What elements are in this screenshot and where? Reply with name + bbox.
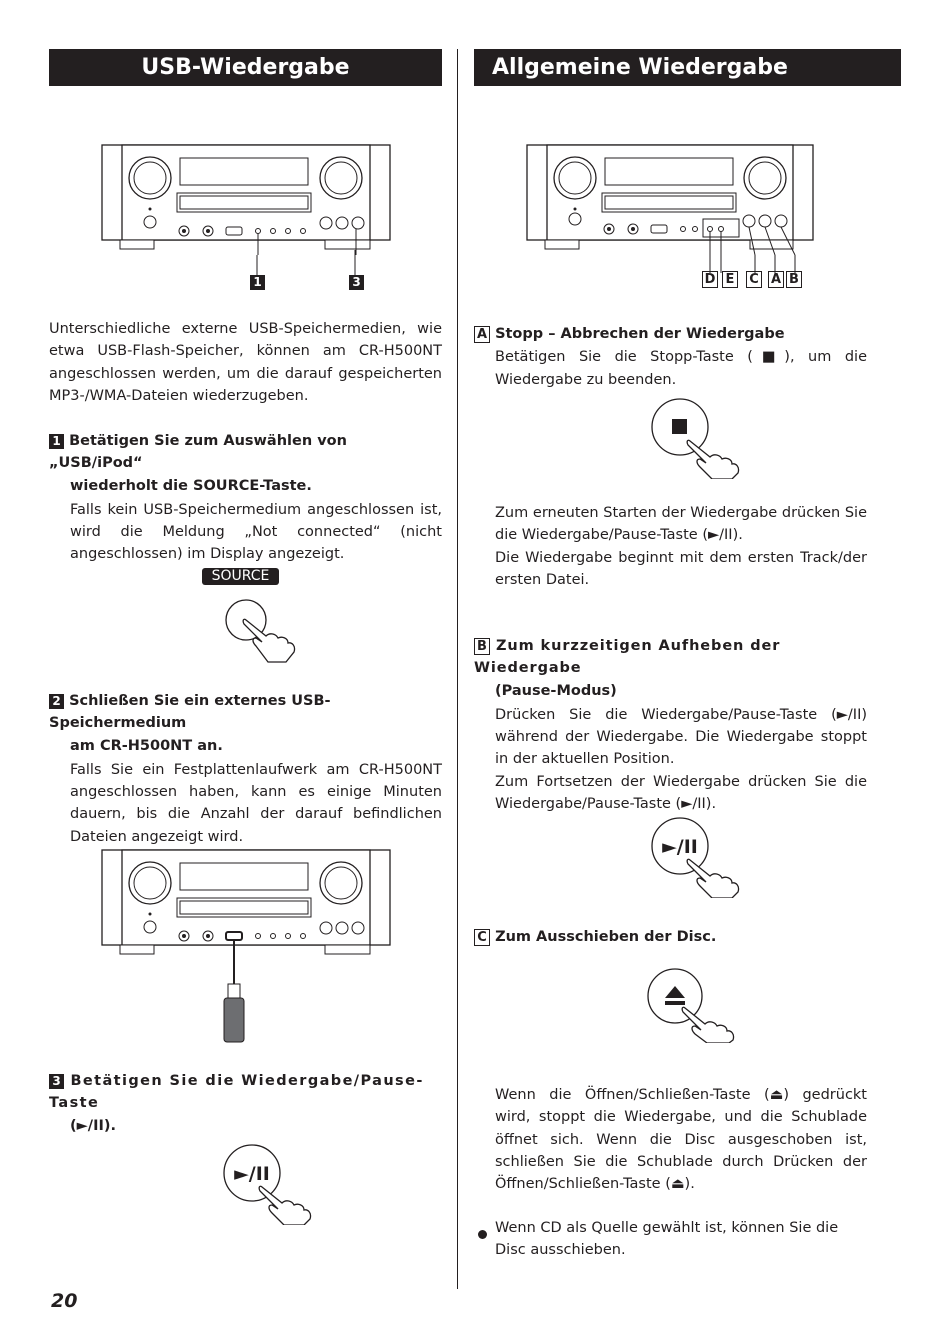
section-b-title-line1: Zum kurzzeitigen Aufheben der Wiedergabe (474, 638, 781, 677)
bullet-icon (478, 1230, 487, 1239)
callout-line-1 (256, 255, 258, 275)
device-illustration-usb (100, 143, 392, 255)
play-pause-glyph-2: ►/II (662, 836, 698, 858)
section-c-letter: C (474, 929, 490, 946)
device-illustration-usb-stick (100, 848, 392, 1048)
section-b (474, 635, 867, 815)
step-3 (49, 1070, 442, 1137)
column-divider (457, 49, 458, 1289)
step-1-title-line2: wiederholt die SOURCE-Taste. (70, 477, 312, 494)
section-a-title: Stopp – Abbrechen der Wiedergabe (495, 326, 785, 342)
step-2-body: Falls Sie ein Festplattenlaufwerk am CR-H500NT angeschlossen haben, kann es einige Minuten dauern, bis die Anzahl der darauf befindlichen Dateien angezeigt wird. (70, 761, 442, 845)
callout-b: B (786, 271, 802, 288)
callout-c: C (746, 271, 762, 288)
section-c-body: Wenn die Öffnen/Schließen-Taste (⏏) gedrückt wird, stoppt die Wiedergabe, und die Schublade öffnet sich. Wenn die Disc ausgeschoben ist, schließen Sie die Schublade durch Drücken der Öffnen/Schließen-Taste (⏏). (495, 1087, 867, 1193)
stop-glyph (672, 419, 687, 434)
section-c-bullet (478, 1217, 867, 1262)
press-play-pause-hand-icon-2 (650, 816, 750, 898)
press-play-pause-hand-icon (222, 1143, 317, 1225)
press-source-hand-icon (222, 598, 302, 663)
page-number: 20 (51, 1290, 78, 1312)
section-a-body: Betätigen Sie die Stopp-Taste (■), um die Wiedergabe zu beenden. (495, 349, 867, 388)
section-c-bullet-text: Wenn CD als Quelle gewählt ist, können Sie die Disc ausschieben. (495, 1220, 839, 1259)
callout-1: 1 (250, 275, 265, 290)
step-3-title-line2: (►/II). (70, 1117, 116, 1134)
press-stop-hand-icon (650, 397, 750, 479)
section-b-body: Drücken Sie die Wiedergabe/Pause-Taste (►/II) während der Wiedergabe. Die Wiedergabe stoppt in der aktuellen Position. (495, 706, 867, 768)
callout-d: D (702, 271, 718, 288)
callout-line-3 (354, 250, 356, 275)
callout-e: E (722, 271, 738, 288)
section-a-after2: Die Wiedergabe beginnt mit dem ersten Track/der ersten Datei. (495, 549, 867, 588)
step-1 (49, 430, 442, 566)
callout-3: 3 (349, 275, 364, 290)
section-c (474, 926, 867, 948)
intro-text: Unterschiedliche externe USB-Speichermedien, wie etwa USB-Flash-Speicher, können am CR-H500NT angeschlossen werden, um die darauf gespeicherten MP3-/WMA-Dateien wiederzugeben. (49, 321, 442, 404)
section-heading-usb: USB-Wiedergabe (49, 49, 442, 86)
section-a-after: Zum erneuten Starten der Wiedergabe drücken Sie die Wiedergabe/Pause-Taste (►/II). (495, 505, 867, 544)
play-pause-glyph: ►/II (234, 1163, 270, 1185)
press-eject-hand-icon (645, 968, 745, 1043)
section-a (474, 323, 867, 391)
step-1-title-line1: Betätigen Sie zum Auswählen von „USB/iPod“ (49, 433, 347, 472)
step-3-title-line1: Betätigen Sie die Wiedergabe/Pause-Taste (49, 1073, 424, 1112)
section-b-body2: Zum Fortsetzen der Wiedergabe drücken Sie die Wiedergabe/Pause-Taste (►/II). (495, 773, 867, 813)
section-a-letter: A (474, 326, 490, 343)
source-button-label: SOURCE (202, 568, 279, 585)
device-illustration-disc (525, 143, 815, 255)
step-1-number: 1 (49, 434, 64, 449)
section-a-restart (495, 502, 867, 591)
section-b-title-line2: (Pause-Modus) (495, 682, 617, 699)
section-c-title: Zum Ausschieben der Disc. (495, 929, 717, 945)
step-2-number: 2 (49, 694, 64, 709)
step-2-title-line2: am CR-H500NT an. (70, 737, 223, 754)
step-2-title-line1: Schließen Sie ein externes USB-Speichermedium (49, 693, 331, 732)
section-heading-general: Allgemeine Wiedergabe (Disc/USB) (474, 49, 901, 86)
section-b-letter: B (474, 638, 490, 655)
step-1-body: Falls kein USB-Speichermedium angeschlossen ist, wird die Meldung „Not connected“ (nicht angeschlossen) im Display angezeigt. (70, 501, 442, 563)
step-2 (49, 690, 442, 848)
callout-a: A (768, 271, 784, 288)
step-3-number: 3 (49, 1074, 64, 1089)
